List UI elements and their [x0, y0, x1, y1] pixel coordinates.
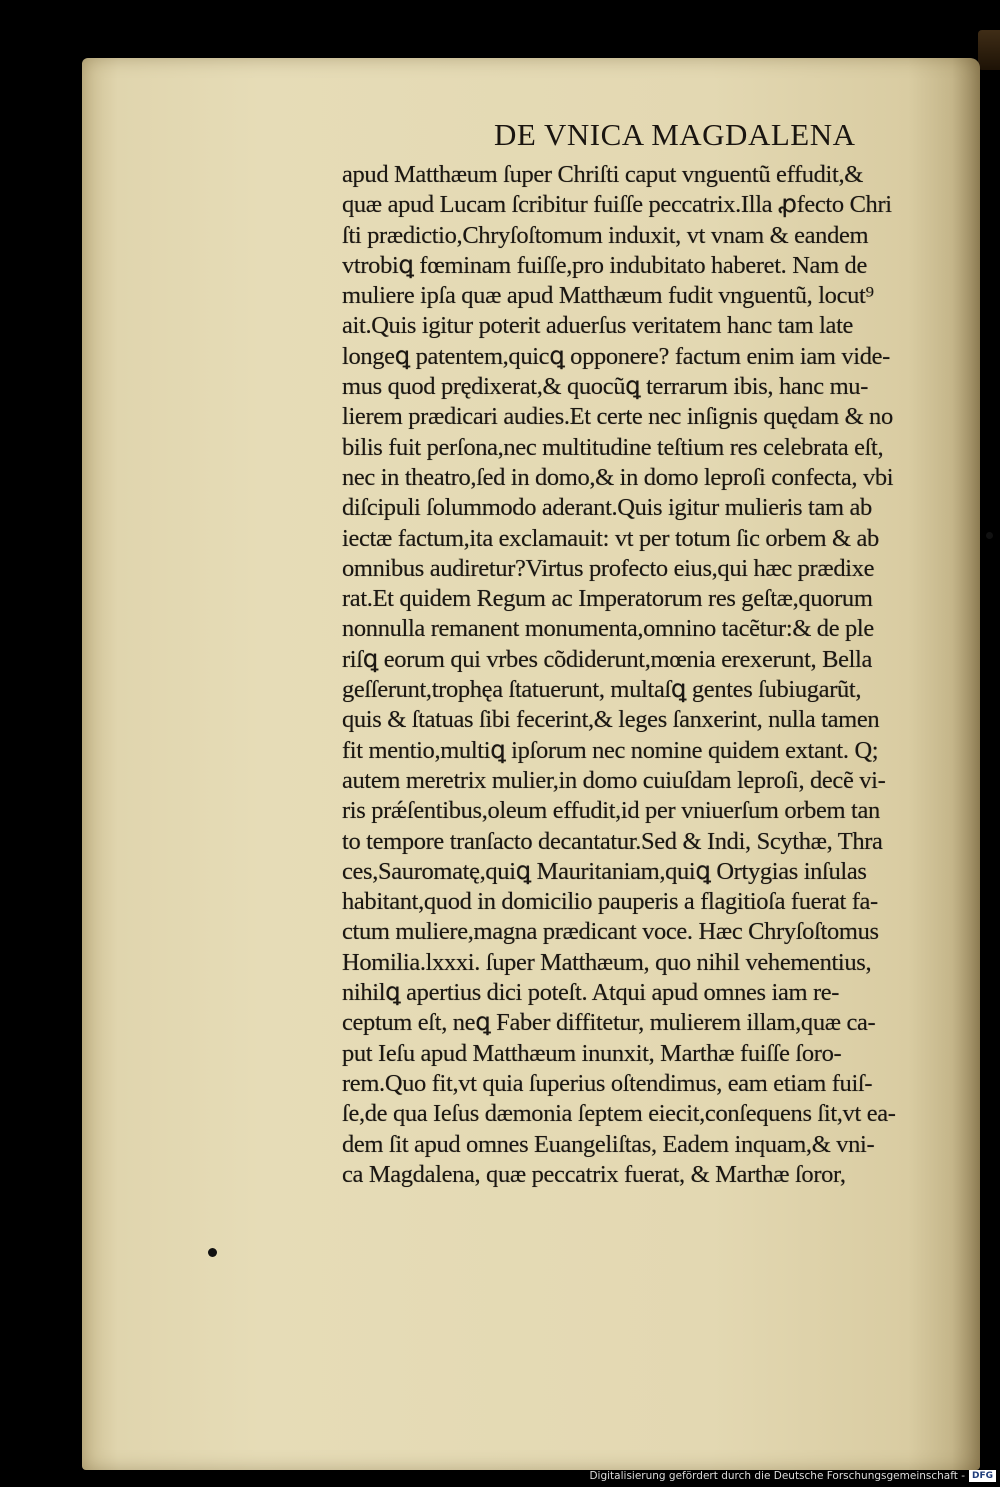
text-line: quis & ſtatuas ſibi fecerint,& leges ſanxerint, nulla tamen: [342, 706, 880, 734]
digitization-credit: [589, 1468, 996, 1484]
text-line: fit mentio,multiꝗ ipſorum nec nomine quidem extant. Q;: [342, 736, 879, 764]
text-line: rem.Quo fit,vt quia ſuperius oſtendimus, eam etiam fuiſ-: [342, 1069, 873, 1097]
text-line: longeꝗ patentem,quicꝗ opponere? factum enim iam vide-: [342, 342, 890, 370]
text-line: muliere ipſa quæ apud Matthæum fudit vnguentũ, locut⁹: [342, 282, 874, 310]
ink-dot-left: [208, 1248, 217, 1257]
text-line: mus quod prędixerat,& quocũꝗ terrarum ibis, hanc mu-: [342, 373, 869, 401]
text-line: nec in theatro,ſed in domo,& in domo leproſi confecta, vbi: [342, 463, 894, 491]
text-block: [342, 160, 952, 1190]
text-line: iectæ factum,ita exclamauit: vt per totum ſic orbem & ab: [342, 524, 879, 552]
dfg-logo: DFG: [969, 1470, 996, 1482]
text-line: apud Matthæum ſuper Chriſti caput vnguentũ effudit,&: [342, 161, 863, 188]
text-line: dem ſit apud omnes Euangeliſtas, Eadem inquam,& vni-: [342, 1130, 875, 1158]
text-line: nonnulla remanent monumenta,omnino tacẽtur:& de ple: [342, 615, 874, 643]
text-line: to tempore tranſacto decantatur.Sed & Indi, Scythæ, Thra: [342, 827, 883, 855]
text-line: ces,Sauromatę,quiꝗ Mauritaniam,quiꝗ Ortygias inſulas: [342, 857, 867, 885]
text-line: ctum muliere,magna prædicant voce. Hæc Chryſoſtomus: [342, 918, 879, 946]
text-line: ris prǽſentibus,oleum effudit,id per vniuerſum orbem tan: [342, 797, 880, 825]
text-line: ait.Quis igitur poterit aduerſus veritatem hanc tam late: [342, 312, 854, 340]
text-line: lierem prædicari audies.Et certe nec inſignis quędam & no: [342, 403, 893, 431]
text-line: rat.Et quidem Regum ac Imperatorum res geſtæ,quorum: [342, 585, 873, 613]
text-line: ceptum eſt, neꝗ Faber diffitetur, mulierem illam,quæ ca-: [342, 1009, 876, 1037]
text-line: ca Magdalena, quæ peccatrix fuerat, & Marthæ ſoror,: [342, 1160, 846, 1188]
text-line: quæ apud Lucam ſcribitur fuiſſe peccatrix.Illa ꝓfecto Chri: [342, 191, 892, 219]
text-line: riſꝗ eorum qui vrbes cõdiderunt,mœnia erexerunt, Bella: [342, 645, 873, 673]
text-line: diſcipuli ſolummodo aderant.Quis igitur mulieris tam ab: [342, 494, 872, 522]
text-line: Homilia.lxxxi. ſuper Matthæum, quo nihil vehementius,: [342, 948, 872, 976]
binding-edge: [978, 30, 1000, 70]
text-line: nihilꝗ apertius dici poteſt. Atqui apud omnes iam re-: [342, 979, 840, 1007]
text-line: geſſerunt,trophęa ſtatuerunt, multaſꝗ gentes ſubiugarũt,: [342, 676, 862, 704]
running-head: DE VNICA MAGDALENA: [494, 117, 856, 152]
text-line: bilis fuit perſona,nec multitudine teſtium res celebrata eſt,: [342, 433, 884, 461]
text-line: vtrobiꝗ fœminam fuiſſe,pro indubitato haberet. Nam de: [342, 251, 867, 279]
text-line: habitant,quod in domicilio pauperis a flagitioſa fuerat fa-: [342, 888, 878, 916]
ink-dot-right: [986, 532, 993, 539]
text-line: ſe,de qua Ieſus dæmonia ſeptem eiecit,conſequens ſit,vt ea-: [342, 1100, 896, 1128]
text-line: omnibus audiretur?Virtus profecto eius,qui hæc prædixe: [342, 554, 875, 582]
text-line: ſti prædictio,Chryſoſtomum induxit, vt vnam & eandem: [342, 221, 869, 249]
text-line: autem meretrix mulier,in domo cuiuſdam leproſi, decẽ vi-: [342, 766, 886, 794]
credit-text: Digitalisierung gefördert durch die Deutsche Forschungsgemeinschaft -: [589, 1470, 965, 1482]
text-line: put Ieſu apud Matthæum inunxit, Marthæ fuiſſe ſoro-: [342, 1039, 842, 1067]
